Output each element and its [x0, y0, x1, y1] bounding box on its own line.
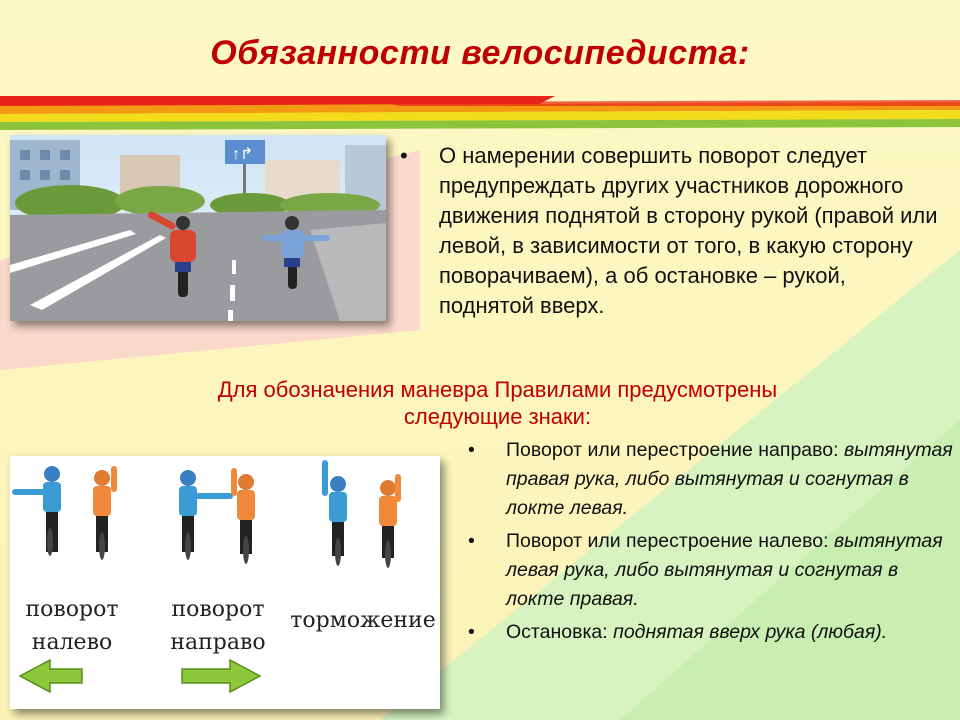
subheading-line-2: следующие знаки:: [403, 404, 592, 429]
signals-subheading: [150, 376, 845, 430]
decorative-stripes: [0, 94, 960, 134]
bullet-marker: •: [468, 439, 475, 461]
label-right-turn: [158, 593, 278, 659]
label-left-turn: [12, 593, 132, 659]
arrow-left-icon: [20, 660, 82, 692]
rule-detail: вытянутая правая рука, либо вытянутая и согнутая в локте левая.: [506, 439, 953, 519]
list-item: [468, 436, 958, 523]
hand-signals-figures: [10, 456, 440, 709]
bullet-marker: •: [468, 530, 475, 552]
rule-detail: поднятая вверх рука (любая).: [613, 621, 888, 643]
arrow-right-icon: [182, 660, 260, 692]
slide-title: Обязанности велосипедиста:: [210, 34, 750, 72]
hand-signals-illustration: [10, 456, 440, 709]
list-item: [468, 618, 958, 647]
list-item: [468, 527, 958, 614]
braking-figures: [322, 460, 401, 568]
cyclists-street-photo: [10, 135, 386, 321]
rule-lead: Поворот или перестроение направо:: [506, 439, 839, 461]
label-left-turn-line-1: поворот: [25, 597, 119, 622]
label-right-turn-line-1: поворот: [171, 597, 265, 622]
label-left-turn-line-2: налево: [31, 630, 113, 655]
label-braking: [288, 604, 438, 637]
label-right-turn-line-2: направо: [170, 630, 266, 655]
rule-lead: Поворот или перестроение налево:: [506, 530, 829, 552]
left-turn-figures: [12, 466, 117, 560]
main-bullet: [400, 141, 945, 321]
rule-detail: вытянутая левая рука, либо вытянутая и согнутая в локте правая.: [506, 530, 943, 610]
bullet-marker: •: [400, 143, 408, 168]
signal-rules-list: [468, 436, 958, 651]
rule-lead: Остановка:: [506, 621, 608, 643]
bullet-marker: •: [468, 621, 475, 643]
subheading-line-1: Для обозначения маневра Правилами предусмотрены: [217, 377, 778, 402]
label-braking-line-1: торможение: [290, 608, 436, 633]
svg-text:↑↱: ↑↱: [232, 146, 254, 163]
right-turn-figures: [179, 468, 255, 564]
main-bullet-text: О намерении совершить поворот следует предупреждать других участников дорожного движения поднятой в сторону рукой (правой или левой, в зависимости от того, в какую сторону поворачиваем), а об остановке – рукой, поднятой вверх.: [439, 143, 938, 318]
